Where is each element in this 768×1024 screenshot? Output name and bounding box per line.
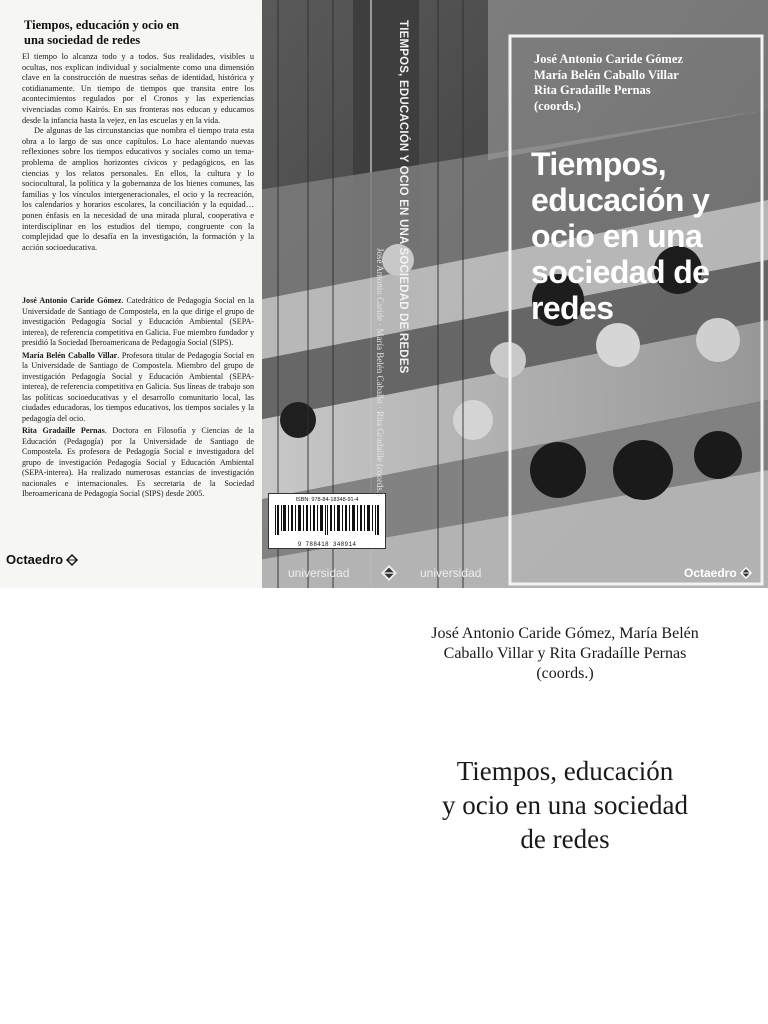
isbn-label: ISBN: 978-84-18348-91-4 [295, 497, 359, 503]
octaedro-logo-icon [740, 567, 752, 579]
title-page-authors: José Antonio Caride Gómez, María Belén Caballo Villar y Rita Gradaílle Pernas (coords.) [431, 625, 699, 682]
title-page [0, 588, 768, 1024]
publisher-logo-front: Octaedro [684, 566, 752, 580]
publisher-logo-back: Octaedro [6, 552, 78, 567]
front-imprint-label: universidad [420, 566, 482, 580]
octaedro-spine-logo-icon [381, 565, 397, 581]
front-cover-title: Tiempos, educación y ocio en una sociedad de redes [531, 146, 710, 326]
back-cover [0, 0, 262, 588]
author-bios [22, 296, 254, 502]
spine-title: TIEMPOS, EDUCACIÓN Y OCIO EN UNA SOCIEDAD DE REDES [397, 20, 409, 374]
title-page-title: Tiempos, educación y ocio en una sociedad de redes [442, 756, 688, 854]
synopsis-paragraph: De algunas de las circunstancias que nombra el tiempo trata esta obra a lo largo de sus once capítulos. Lo hace alentando nuevas reflexiones sobre los tiempos educativos y sociales como un tema-problema de amplios horizontes cívicos y pedagógicos, en las ciencias y los relatos personales. En ellos, la cultura y lo sociocultural, la política y la gobernanza de los bienes comunes, las familias y los vínculos intergeneracionales, el ocio y la recreación, los calendarios y horarios escolares, la conciliación y la equidad… ponen énfasis en la necesidad de una mirada plural, cooperativa e interdisciplinar en los estudios del tiempo, congruente con la complejidad que lo desafía en la investigación, la formación y la acción socioeducativa. [22, 126, 254, 252]
back-imprint-label: universidad [288, 566, 350, 580]
synopsis-paragraph: El tiempo lo alcanza todo y a todos. Sus realidades, visibles u ocultas, nos explican individual y socialmente como una dimensión clave en la construcción de nuestras señas de identidad, histórica y cotidianamente. Un tiempo de tiempos que transita entre los acontecimientos regulados por el Cronos y las experiencias vivenciadas como Kairós. En sus fronteras nos educan y educamos desde la infancia hasta la vejez, en las escuelas y en la vida. [22, 52, 254, 125]
author-bio: Rita Gradaílle Pernas. Doctora en Filosofía y Ciencias de la Educación (Pedagogía) por la Universidade de Santiago de Compostela. Es profesora de Pedagogía Social e investigadora del grupo de investigación Pedagogía Social y Educación Ambiental (SEPA-interea). Ha realizado numerosas estancias de investigación nacionales e internacionales. Es secretaria de la Sociedad Iberoamericana de Pedagogía Social (SIPS) desde 2005. [22, 426, 254, 498]
back-cover-synopsis [22, 52, 254, 253]
octaedro-logo-icon [66, 554, 78, 566]
barcode [268, 493, 386, 549]
author-bio: José Antonio Caride Gómez. Catedrático de Pedagogía Social en la Universidade de Santiago de Compostela, en la que dirige el grupo de investigación Pedagogía Social y Educación Ambiental (SEPA-interea), de referencia competitiva en Galicia. Fue miembro fundador y presidió la Sociedad Iberoamericana de Pedagogía Social (SIPS). [22, 296, 254, 347]
spine-authors: José Antonio Caride · María Belén Caballo · Rita Gradaílle (coords.) [375, 248, 385, 497]
author-bio: María Belén Caballo Villar. Profesora titular de Pedagogía Social en la Universidade de Santiago de Compostela. Miembro del grupo de investigación Pedagogía Social y Educación Ambiental (SEPA-interea), de referencia competitiva en Galicia. Sus líneas de trabajo son las políticas socioeducativas y el desarrollo comunitario local, las ciudades educadoras, los tiempos educativos, los tiempos sociales y la pedagogía del ocio. [22, 350, 255, 423]
back-cover-title: Tiempos, educación y ocio en una sociedad de redes [24, 18, 179, 47]
front-cover-authors: José Antonio Caride Gómez María Belén Caballo Villar Rita Gradaílle Pernas (coords.) [534, 52, 683, 113]
barcode-number: 9 788418 348914 [297, 541, 357, 548]
barcode-bars [273, 505, 381, 535]
